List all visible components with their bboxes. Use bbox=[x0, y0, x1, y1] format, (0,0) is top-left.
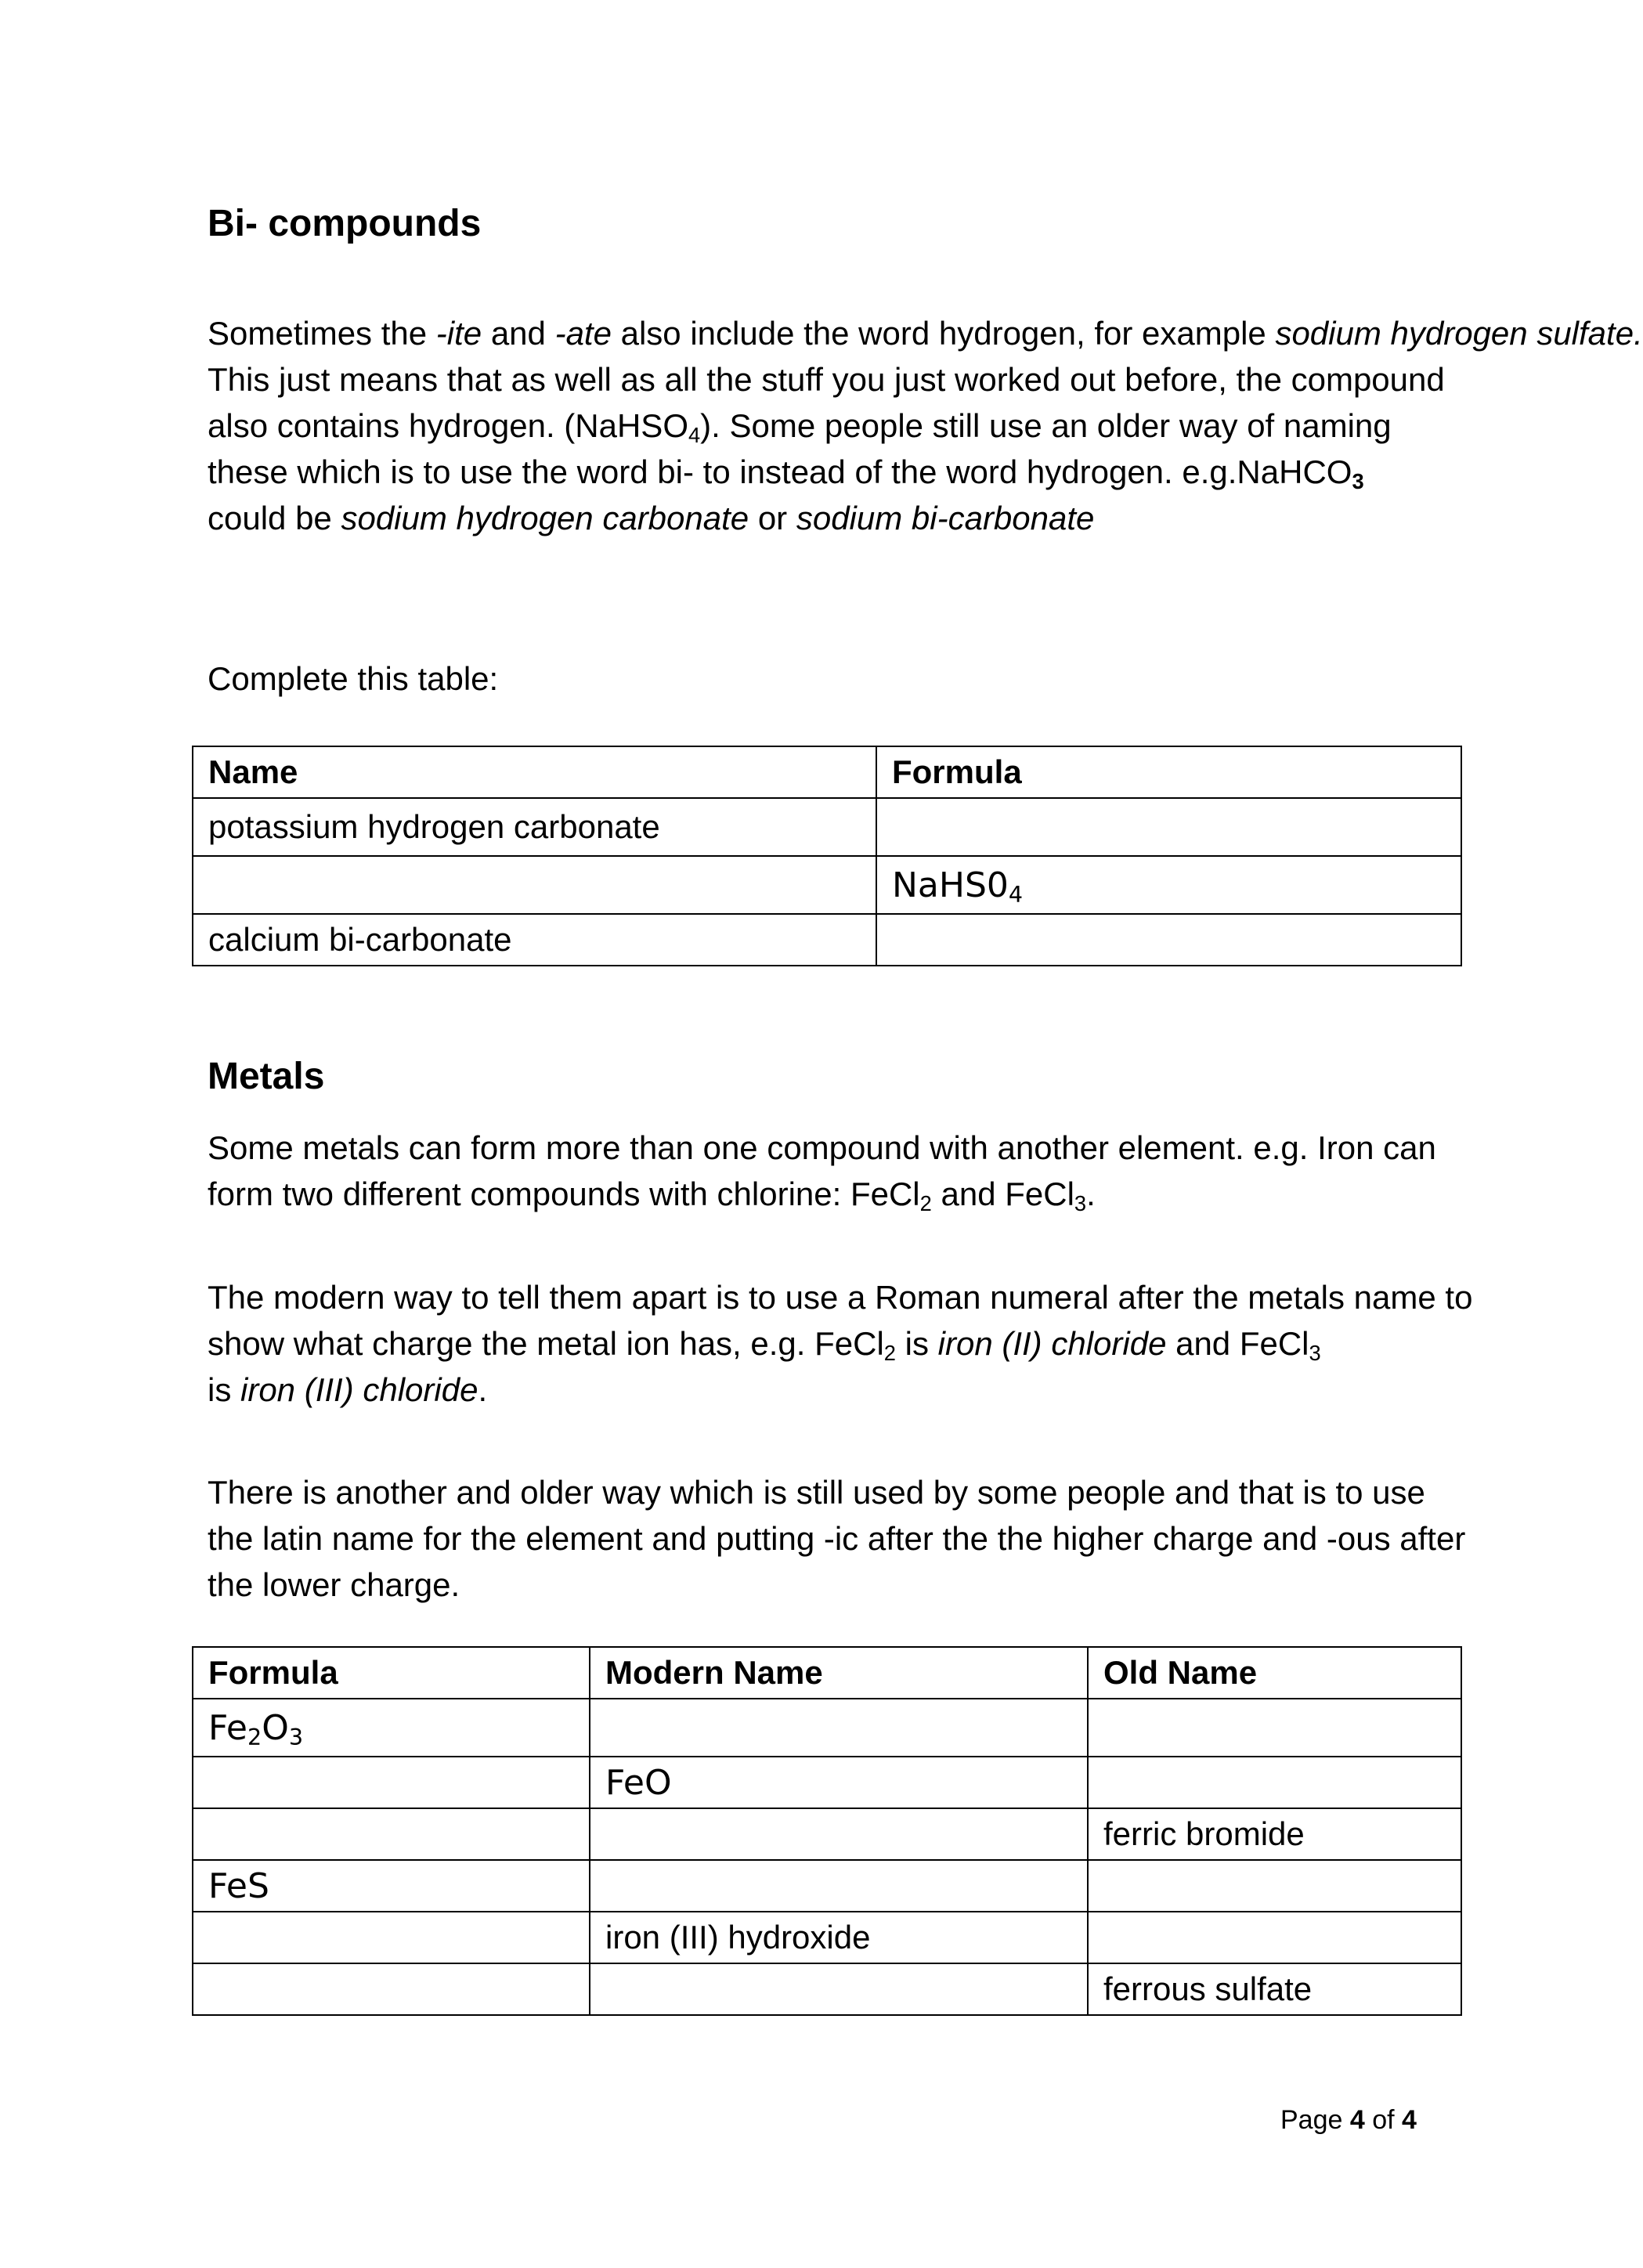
formula-cell: FeS bbox=[193, 1860, 590, 1912]
modern-name-cell: FeO bbox=[590, 1757, 1088, 1808]
table-row bbox=[193, 856, 1461, 914]
table-row bbox=[193, 1757, 1461, 1808]
table-row bbox=[193, 1699, 1461, 1757]
table-instruction: Complete this table: bbox=[208, 660, 499, 697]
formula-column-header: Formula bbox=[193, 1647, 590, 1699]
formula-cell[interactable] bbox=[876, 914, 1461, 966]
formula-column-header: Formula bbox=[876, 746, 1461, 798]
metals-heading: Metals bbox=[208, 1056, 325, 1097]
old-name-cell[interactable] bbox=[1088, 1912, 1461, 1963]
bi-compounds-paragraph: Sometimes the -ite and -ate also include the word hydrogen, for example sodium hydrogen sulfate. This just means that as well as all the stuff you just worked out before, the compound also contains hydrogen. (NaHSO$_4$). Some people still use an older way of naming these which is to use the word bi- to instead of the word hydrogen. e.g.NaHCO$_3$ could be sodium hydrogen carbonate or sodium bi-carbonate bbox=[208, 315, 1643, 536]
metals-paragraph-3: There is another and older way which is still used by some people and that is to use the latin name for the element and putting -ic after the the higher charge and -ous after the lower charge. bbox=[208, 1474, 1466, 1603]
name-cell: potassium hydrogen carbonate bbox=[193, 798, 876, 856]
name-cell[interactable] bbox=[193, 856, 876, 914]
table-row bbox=[193, 1963, 1461, 2015]
formula-cell[interactable] bbox=[193, 1963, 590, 2015]
name-column-header: Name bbox=[193, 746, 876, 798]
modern-name-column-header: Modern Name bbox=[590, 1647, 1088, 1699]
formula-cell: $Fe_2O_3$ bbox=[193, 1699, 590, 1757]
table-header-row bbox=[193, 1647, 1461, 1699]
modern-name-cell[interactable] bbox=[590, 1808, 1088, 1860]
old-name-cell[interactable] bbox=[1088, 1699, 1461, 1757]
table-row bbox=[193, 1808, 1461, 1860]
modern-name-cell: iron (III) hydroxide bbox=[590, 1912, 1088, 1963]
table-row bbox=[193, 1912, 1461, 1963]
modern-name-cell[interactable] bbox=[590, 1699, 1088, 1757]
bi-compounds-heading: Bi- compounds bbox=[208, 203, 482, 244]
modern-name-cell[interactable] bbox=[590, 1963, 1088, 2015]
old-name-cell: ferrous sulfate bbox=[1088, 1963, 1461, 2015]
name-cell: calcium bi-carbonate bbox=[193, 914, 876, 966]
table-header-row bbox=[193, 746, 1461, 798]
formula-cell[interactable] bbox=[876, 798, 1461, 856]
bi-compounds-table bbox=[192, 746, 1462, 966]
page-number-footer: Page 4 of 4 bbox=[1280, 2105, 1417, 2135]
metals-table bbox=[192, 1646, 1462, 2016]
modern-name-cell[interactable] bbox=[590, 1860, 1088, 1912]
metals-paragraph-2: The modern way to tell them apart is to use a Roman numeral after the metals name to show what charge the metal ion has, e.g. FeCl$_2$ is iron (II) chloride and FeCl$_3$ is iron (III) chloride. bbox=[208, 1279, 1473, 1408]
old-name-column-header: Old Name bbox=[1088, 1647, 1461, 1699]
formula-cell[interactable] bbox=[193, 1757, 590, 1808]
old-name-cell[interactable] bbox=[1088, 1860, 1461, 1912]
old-name-cell: ferric bromide bbox=[1088, 1808, 1461, 1860]
formula-cell[interactable] bbox=[193, 1808, 590, 1860]
table-row bbox=[193, 914, 1461, 966]
metals-paragraph-1: Some metals can form more than one compound with another element. e.g. Iron can form two different compounds with chlorine: FeCl$_2$ and FeCl$_3$. bbox=[208, 1129, 1436, 1215]
table-row bbox=[193, 798, 1461, 856]
old-name-cell[interactable] bbox=[1088, 1757, 1461, 1808]
formula-cell[interactable] bbox=[193, 1912, 590, 1963]
table-row bbox=[193, 1860, 1461, 1912]
formula-cell: $NaHS0_4$ bbox=[876, 856, 1461, 914]
